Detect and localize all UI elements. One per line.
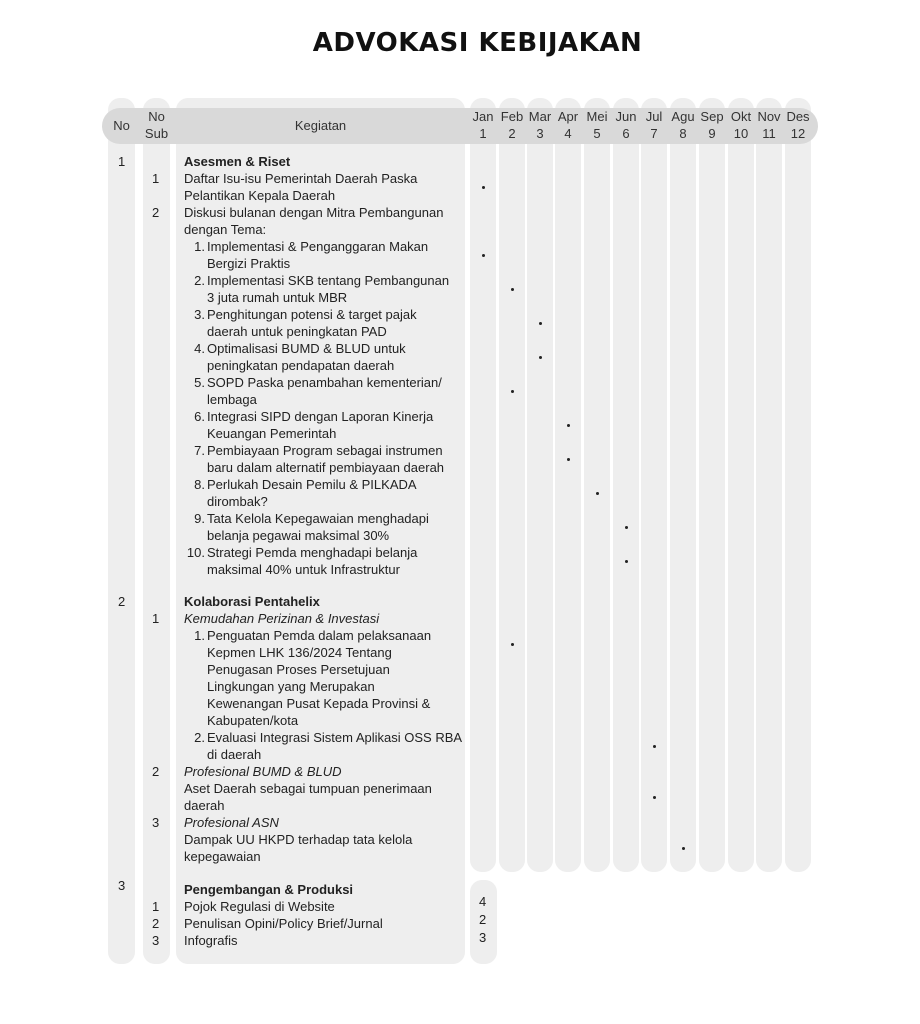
item-line: daerah untuk peningkatan PAD [207, 324, 387, 339]
item-line: Perlukah Desain Pemilu & PILKADA [207, 477, 417, 492]
header-no-sub [140, 108, 173, 142]
schedule-dot [482, 254, 485, 257]
item-line: di daerah [207, 747, 262, 762]
month-column-bg-12 [785, 98, 811, 872]
activity-line: Daftar Isu-isu Pemerintah Daerah Paska [184, 171, 418, 186]
month-column-bg-1 [470, 98, 496, 872]
month-name: Agu [671, 109, 695, 124]
item-line: SOPD Paska penambahan kementerian/ [207, 375, 442, 390]
sub-number: 1 [152, 171, 160, 186]
item-number: 8. [194, 477, 205, 492]
sub-heading: Profesional BUMD & BLUD [184, 764, 342, 779]
item-line: Penugasan Proses Persetujuan [207, 662, 390, 677]
activity-line: Aset Daerah sebagai tumpuan penerimaan [184, 781, 432, 796]
item-line: Kepmen LHK 136/2024 Tentang [207, 645, 392, 660]
schedule-dot [539, 356, 542, 359]
activity-line: Diskusi bulanan dengan Mitra Pembangunan [184, 205, 444, 220]
item-number: 2. [194, 273, 205, 288]
schedule-dot [653, 745, 656, 748]
month-name: Sep [700, 109, 724, 124]
month-header-5 [581, 108, 613, 142]
item-line: Tata Kelola Kepegawaian menghadapi [207, 511, 429, 526]
item-line: Kabupaten/kota [207, 713, 299, 728]
month-column-bg-7 [641, 98, 667, 872]
section-number: 1 [118, 154, 126, 169]
month-number: 2 [508, 126, 516, 141]
item-line: Integrasi SIPD dengan Laporan Kinerja [207, 409, 434, 424]
item-line: peningkatan pendapatan daerah [207, 358, 395, 373]
month-column-bg-5 [584, 98, 610, 872]
sub-number: 3 [152, 815, 160, 830]
month-number: 11 [762, 126, 776, 141]
item-line: maksimal 40% untuk Infrastruktur [207, 562, 400, 577]
sub-number: 3 [152, 933, 160, 948]
schedule-dot [596, 492, 599, 495]
item-line: dirombak? [207, 494, 268, 509]
month-number: 8 [679, 126, 687, 141]
month-name: Mar [528, 109, 552, 124]
item-number: 10. [186, 545, 205, 560]
no-sub-column-bg [143, 98, 170, 964]
jan-value: 3 [479, 930, 487, 945]
jan-value: 4 [479, 894, 487, 909]
month-number: 3 [536, 126, 544, 141]
no-column-bg [108, 98, 135, 964]
item-line: Kewenangan Pusat Kepada Provinsi & [207, 696, 431, 711]
month-number: 10 [733, 126, 749, 141]
schedule-dot [511, 390, 514, 393]
sub-number: 1 [152, 611, 160, 626]
schedule-dot [682, 847, 685, 850]
month-column-bg-3 [527, 98, 553, 872]
sub-number: 2 [152, 916, 160, 931]
item-line: Penghitungan potensi & target pajak [207, 307, 417, 322]
month-header-1 [467, 108, 499, 142]
month-name: Nov [757, 109, 781, 124]
item-number: 1. [194, 239, 205, 254]
item-line: Implementasi SKB tentang Pembangunan [207, 273, 450, 288]
schedule-dot [482, 186, 485, 189]
sub-number: 2 [152, 764, 160, 779]
month-number: 9 [708, 126, 716, 141]
section-title: Kolaborasi Pentahelix [184, 594, 320, 609]
month-number: 6 [622, 126, 630, 141]
schedule-dot [539, 322, 542, 325]
schedule-dot [511, 288, 514, 291]
item-line: Implementasi & Penganggaran Makan [207, 239, 429, 254]
item-line: Lingkungan yang Merupakan [207, 679, 375, 694]
page-title: ADVOKASI KEBIJAKAN [312, 28, 643, 58]
month-header-9 [696, 108, 728, 142]
item-line: belanja pegawai maksimal 30% [207, 528, 390, 543]
item-number: 2. [194, 730, 205, 745]
month-number: 5 [593, 126, 601, 141]
item-line: Strategi Pemda menghadapi belanja [207, 545, 418, 560]
month-name: Mei [586, 109, 608, 124]
section-number: 3 [118, 878, 126, 893]
month-column-bg-9 [699, 98, 725, 872]
jan-value: 2 [479, 912, 487, 927]
schedule-dot [511, 643, 514, 646]
month-name: Jun [615, 109, 637, 124]
item-line: Optimalisasi BUMD & BLUD untuk [207, 341, 406, 356]
month-header-12 [782, 108, 814, 142]
header-no-sub-line2: Sub [144, 126, 169, 141]
item-line: lembaga [207, 392, 257, 407]
month-column-bg-11 [756, 98, 782, 872]
activity-line: dengan Tema: [184, 222, 267, 237]
activity-line: Dampak UU HKPD terhadap tata kelola [184, 832, 413, 847]
activity-line: Pojok Regulasi di Website [184, 899, 335, 914]
section-number: 2 [118, 594, 126, 609]
item-line: Pembiayaan Program sebagai instrumen [207, 443, 443, 458]
month-name: Jan [472, 109, 494, 124]
month-header-7 [638, 108, 670, 142]
month-number: 12 [790, 126, 806, 141]
item-line: Keuangan Pemerintah [207, 426, 337, 441]
activity-line: daerah [184, 798, 225, 813]
month-column-bg-6 [613, 98, 639, 872]
item-number: 6. [194, 409, 205, 424]
sub-heading: Kemudahan Perizinan & Investasi [184, 611, 380, 626]
month-column-bg-10 [728, 98, 754, 872]
month-header-11 [753, 108, 785, 142]
sub-number: 2 [152, 205, 160, 220]
month-column-bg-2 [499, 98, 525, 872]
sub-heading: Profesional ASN [184, 815, 279, 830]
month-number: 4 [564, 126, 572, 141]
month-name: Okt [730, 109, 752, 124]
schedule-dot [625, 560, 628, 563]
schedule-dot [625, 526, 628, 529]
item-number: 7. [194, 443, 205, 458]
item-number: 1. [194, 628, 205, 643]
header-no: No [113, 118, 130, 133]
month-column-bg-4 [555, 98, 581, 872]
header-no-sub-line1: No [148, 109, 165, 124]
month-number: 1 [479, 126, 487, 141]
activity-line: kepegawaian [184, 849, 261, 864]
schedule-dot [567, 424, 570, 427]
item-number: 3. [194, 307, 205, 322]
month-name: Des [786, 109, 810, 124]
section-title: Pengembangan & Produksi [184, 882, 354, 897]
item-line: Penguatan Pemda dalam pelaksanaan [207, 628, 432, 643]
activity-line: Infografis [184, 933, 238, 948]
section-title: Asesmen & Riset [184, 154, 291, 169]
item-line: baru dalam alternatif pembiayaan daerah [207, 460, 445, 475]
month-name: Jul [645, 109, 663, 124]
schedule-dot [653, 796, 656, 799]
month-name: Apr [557, 109, 579, 124]
activity-line: Penulisan Opini/Policy Brief/Jurnal [184, 916, 383, 931]
month-header-4 [552, 108, 584, 142]
item-line: 3 juta rumah untuk MBR [207, 290, 348, 305]
item-number: 4. [194, 341, 205, 356]
item-line: Evaluasi Integrasi Sistem Aplikasi OSS RBA [207, 730, 463, 745]
month-header-8 [667, 108, 699, 142]
activity-line: Pelantikan Kepala Daerah [184, 188, 336, 203]
header-kegiatan: Kegiatan [294, 118, 347, 133]
item-line: Bergizi Praktis [207, 256, 291, 271]
month-number: 7 [650, 126, 658, 141]
sub-number: 1 [152, 899, 160, 914]
schedule-dot [567, 458, 570, 461]
item-number: 5. [194, 375, 205, 390]
month-column-bg-8 [670, 98, 696, 872]
item-number: 9. [194, 511, 205, 526]
month-name: Feb [500, 109, 524, 124]
